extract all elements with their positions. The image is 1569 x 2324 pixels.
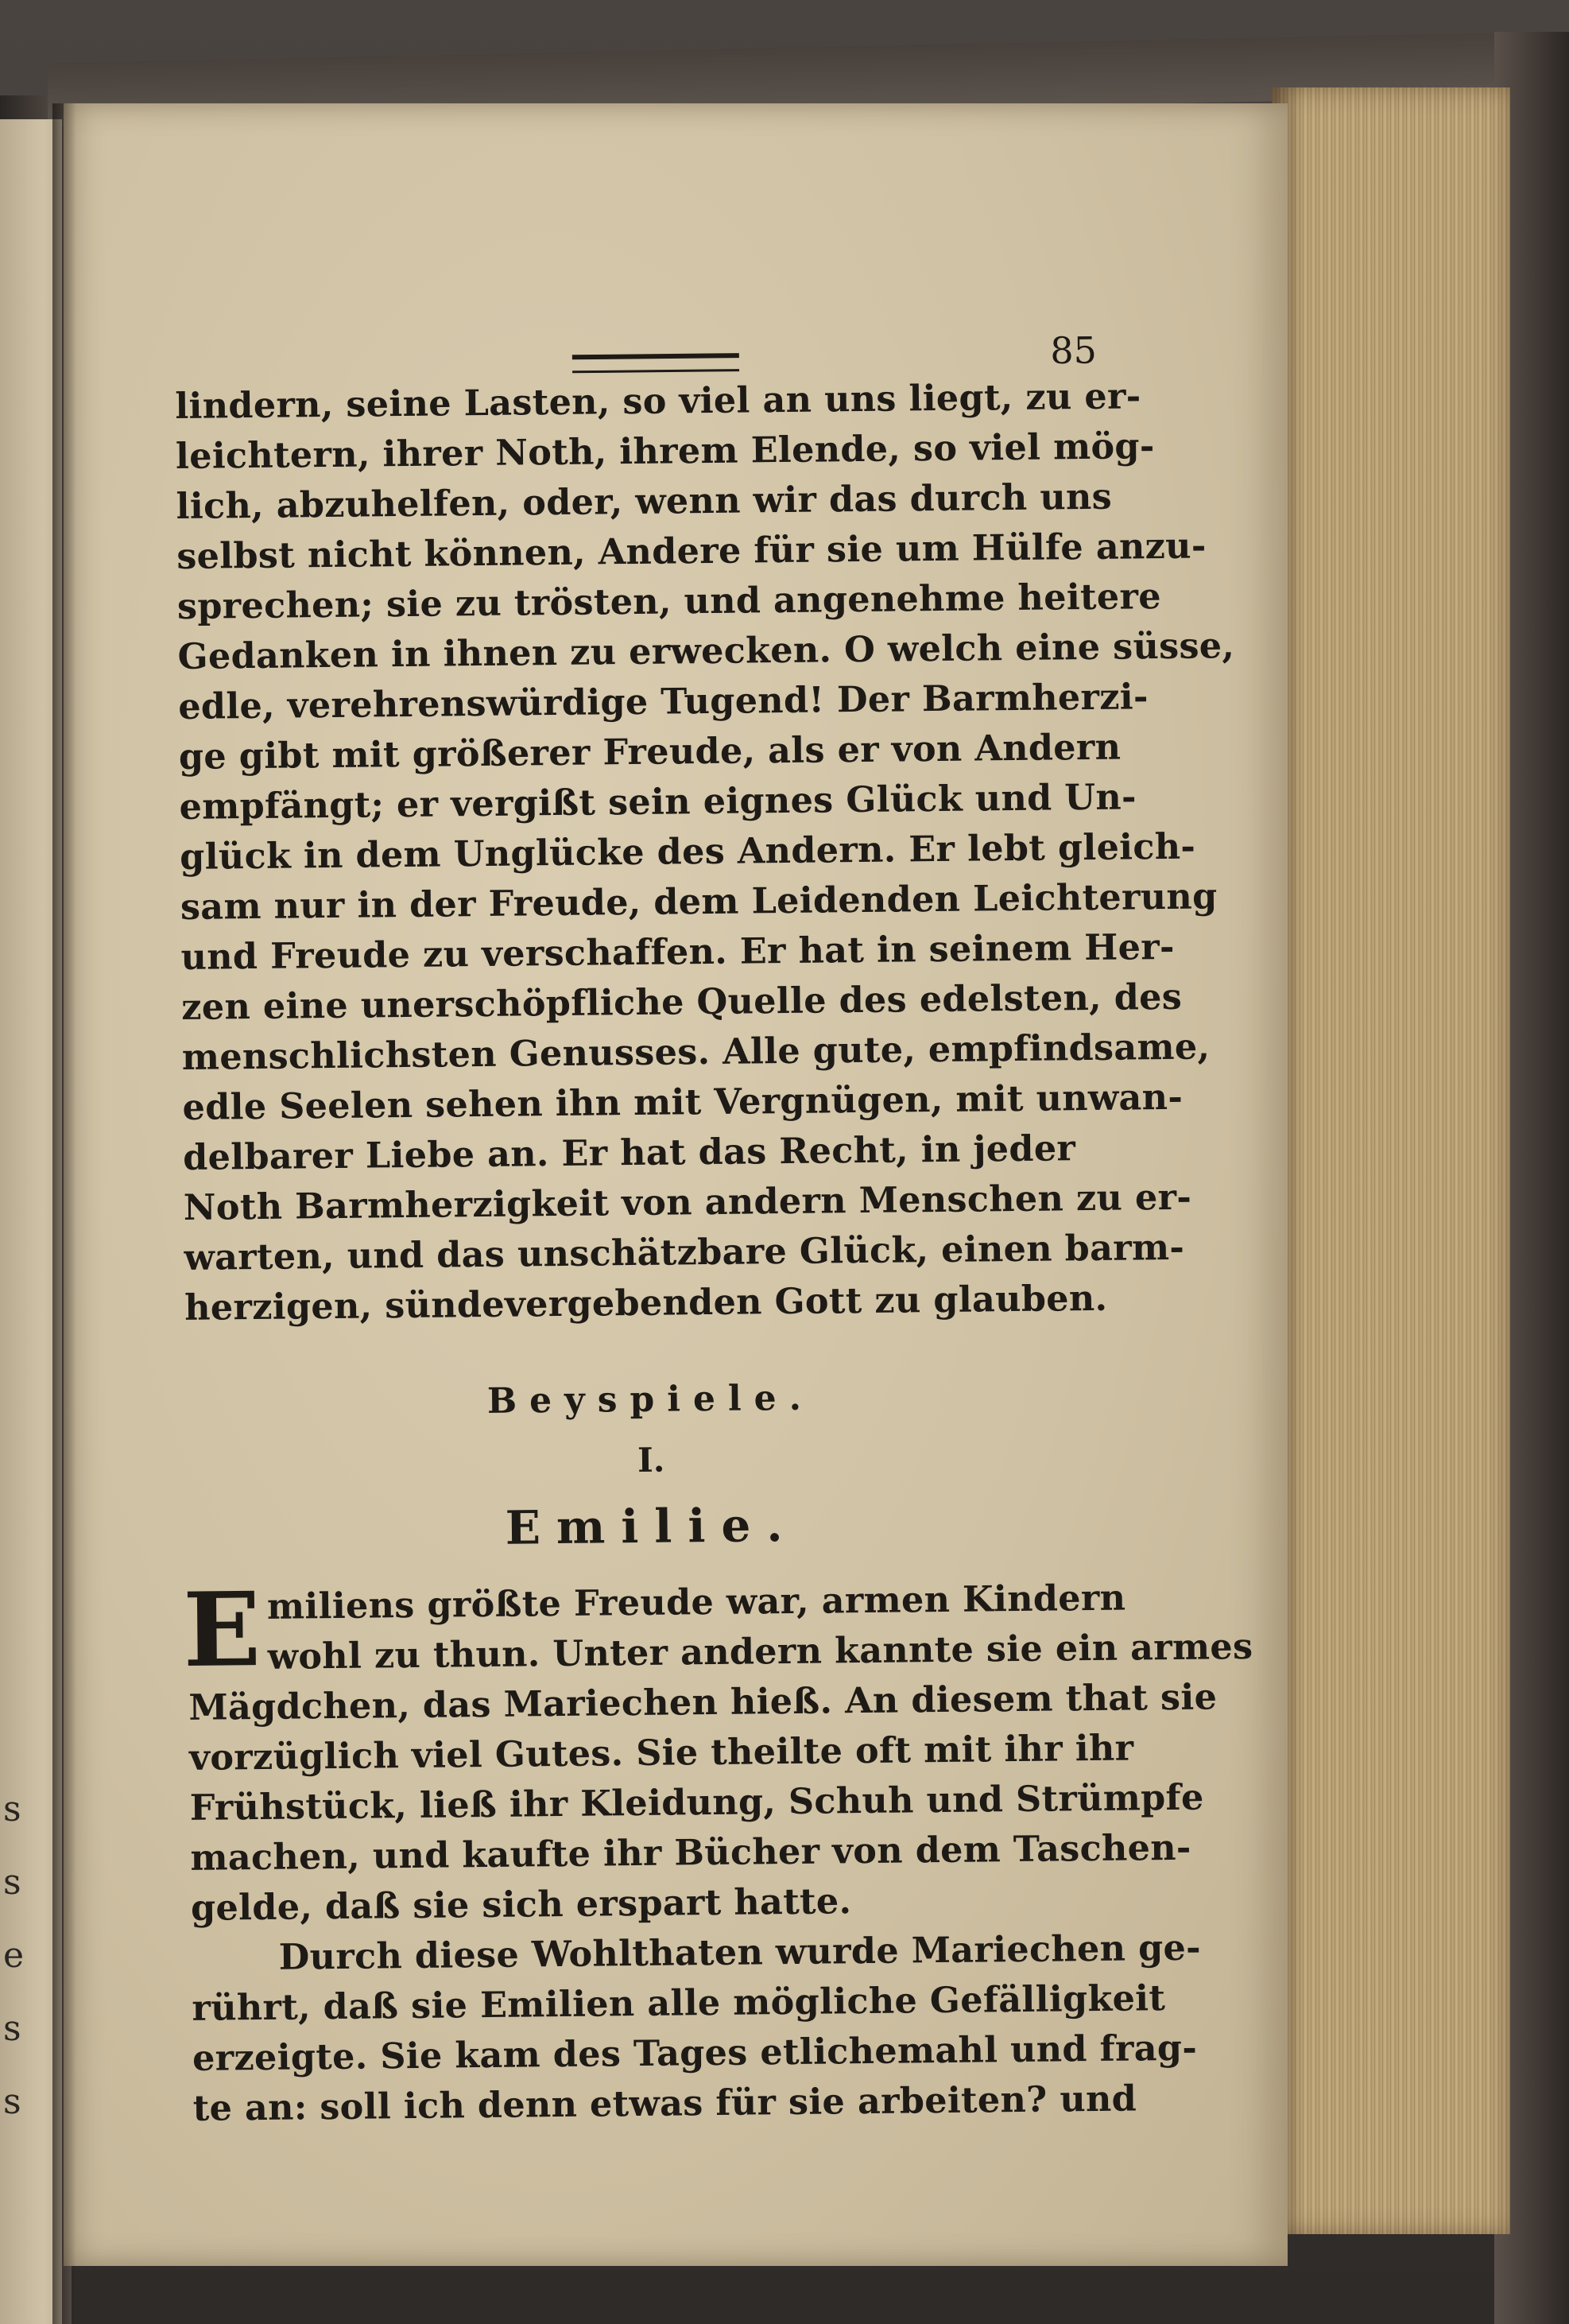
story-paragraph-1 [182, 1569, 1253, 1934]
text-line: rührt, daß sie Emilien alle mögliche Gefälligkeit [192, 1977, 1166, 2029]
text-line: und Freude zu verschaffen. Er hat in seinem Her- [180, 925, 1175, 978]
text-line: delbarer Liebe an. Er hat das Recht, in jeder [182, 1127, 1076, 1178]
text-line: Mägdchen, das Mariechen hieß. An diesem that sie [188, 1676, 1218, 1728]
section-number: I. [637, 1440, 665, 1480]
text-line: herzigen, sündevergebenden Gott zu glauben. [184, 1277, 1108, 1329]
text-line: sprechen; sie zu trösten, und angenehme heitere [176, 576, 1162, 627]
text-line: edle Seelen sehen ihn mit Vergnügen, mit unwan- [182, 1076, 1184, 1128]
text-line: leichtern, ihrer Noth, ihrem Elende, so viel mög- [175, 425, 1155, 477]
text-line: Gedanken in ihnen zu erwecken. O welch eine süsse, [177, 625, 1235, 677]
fragment: s [3, 2082, 21, 2122]
story-paragraph-2 [191, 1924, 1202, 2134]
page-edges-stack [1272, 87, 1510, 2234]
fragment: s [3, 1789, 21, 1829]
text-line: wohl zu thun. Unter andern kannte sie ein armes [267, 1625, 1253, 1678]
fragment: s [3, 1862, 21, 1903]
fragment: s [3, 2008, 21, 2049]
text-line: selbst nicht können, Andere für sie um Hülfe anzu- [176, 525, 1207, 577]
text-line: erzeigte. Sie kam des Tages etlichemahl und frag- [192, 2027, 1198, 2079]
gutter-shadow [52, 103, 76, 2324]
text-line: glück in dem Unglücke des Andern. Er lebt gleich- [179, 825, 1196, 878]
text-line: machen, und kaufte ihr Bücher von dem Taschen- [190, 1826, 1191, 1879]
text-line: edle, verehrenswürdige Tugend! Der Barmherzi- [178, 676, 1149, 727]
fragment: e [3, 1935, 25, 1976]
text-line-content: Durch diese Wohlthaten wurde Mariechen ge- [278, 1926, 1202, 1978]
text-line: menschlichsten Genusses. Alle gute, empfindsame, [181, 1026, 1211, 1078]
text-line: ge gibt mit größerer Freude, als er von Andern [178, 726, 1122, 778]
story-body [182, 1569, 1253, 2134]
text-line: warten, und das unschätzbare Glück, einen barm- [184, 1226, 1185, 1278]
previous-page-text-fragments [3, 1773, 25, 2139]
paragraph-virtue [175, 372, 1235, 1333]
text-line: lich, abzuhelfen, oder, wenn wir das durch uns [176, 475, 1113, 527]
text-line: sam nur in der Freude, dem Leidenden Leichterung [180, 875, 1218, 928]
text-line: miliens größte Freude war, armen Kindern [266, 1577, 1126, 1628]
section-heading: Beyspiele. [486, 1377, 815, 1422]
text-line: Noth Barmherzigkeit von andern Menschen zu er- [183, 1176, 1192, 1228]
text-line: Frühstück, ließ ihr Kleidung, Schuh und Strümpfe [189, 1776, 1204, 1829]
page-text [175, 372, 1253, 2134]
story-title: Emilie. [505, 1497, 799, 1555]
text-line: gelde, daß sie sich erspart hatte. [190, 1880, 852, 1929]
header-ornament-rule [572, 353, 739, 373]
drop-cap-initial: E [182, 1569, 262, 1690]
page-number: 85 [1049, 328, 1098, 373]
text-line: zen eine unerschöpfliche Quelle des edelsten, des [180, 976, 1183, 1028]
text-line: vorzüglich viel Gutes. Sie theilte oft mit ihr ihr [188, 1727, 1134, 1779]
text-line: te an: soll ich denn etwas für sie arbeiten? und [192, 2078, 1137, 2129]
text-line: empfängt; er vergißt sein eignes Glück und Un- [179, 776, 1137, 828]
text-line: lindern, seine Lasten, so viel an uns liegt, zu er- [175, 375, 1141, 427]
